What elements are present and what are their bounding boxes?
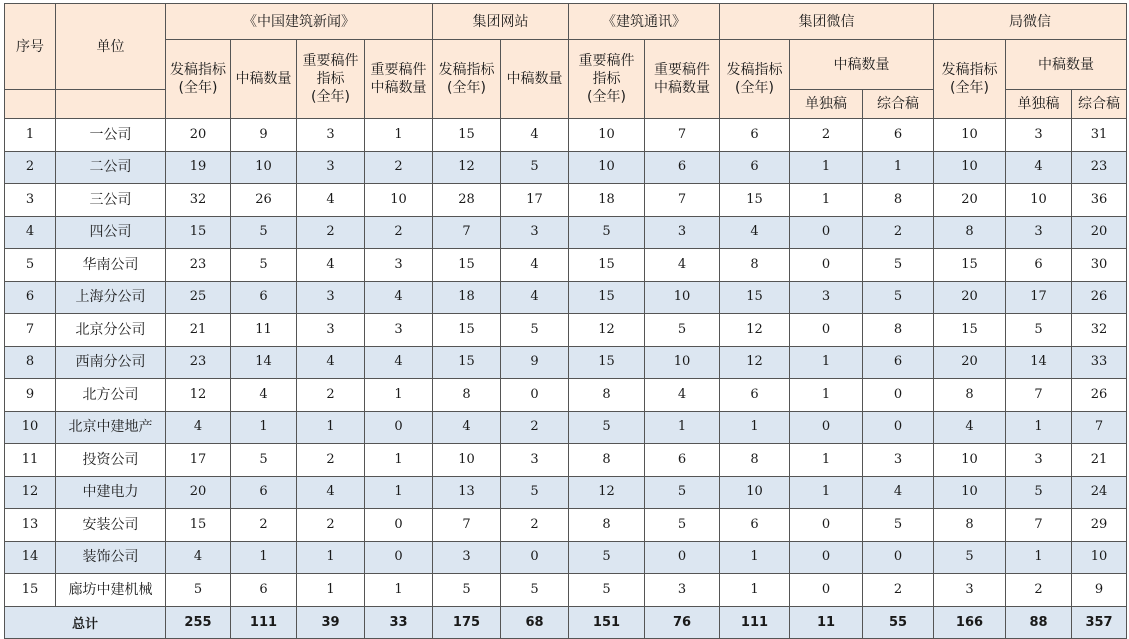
table-row bbox=[5, 509, 1127, 542]
row-cell: 3 bbox=[1006, 444, 1072, 477]
row-cell: 1 bbox=[231, 411, 297, 444]
row-cell: 3 bbox=[1006, 119, 1072, 152]
row-cell: 1 bbox=[365, 119, 433, 152]
row-cell: 0 bbox=[790, 509, 863, 542]
row-cell: 4 bbox=[934, 411, 1006, 444]
row-cell: 10 bbox=[1006, 184, 1072, 217]
total-label: 总计 bbox=[5, 606, 166, 638]
header-jwx-single: 单独稿 bbox=[1006, 90, 1072, 119]
row-cell: 5 bbox=[569, 574, 645, 607]
row-cell: 15 bbox=[569, 346, 645, 379]
header-seq-blank bbox=[5, 90, 56, 119]
row-unit: 装饰公司 bbox=[56, 541, 166, 574]
row-cell: 5 bbox=[231, 216, 297, 249]
row-cell: 3 bbox=[501, 444, 569, 477]
row-unit: 中建电力 bbox=[56, 476, 166, 509]
row-cell: 21 bbox=[166, 314, 231, 347]
row-cell: 18 bbox=[569, 184, 645, 217]
row-cell: 7 bbox=[1006, 379, 1072, 412]
header-jwx-combined: 综合稿 bbox=[1072, 90, 1127, 119]
row-cell: 2 bbox=[501, 411, 569, 444]
row-seq: 15 bbox=[5, 574, 56, 607]
total-row bbox=[5, 606, 1127, 638]
row-cell: 8 bbox=[569, 379, 645, 412]
row-unit: 一公司 bbox=[56, 119, 166, 152]
row-cell: 8 bbox=[863, 314, 934, 347]
row-cell: 15 bbox=[433, 314, 501, 347]
row-cell: 5 bbox=[569, 411, 645, 444]
row-cell: 9 bbox=[1072, 574, 1127, 607]
table-row bbox=[5, 216, 1127, 249]
row-seq: 12 bbox=[5, 476, 56, 509]
row-seq: 1 bbox=[5, 119, 56, 152]
row-cell: 10 bbox=[645, 346, 720, 379]
row-cell: 3 bbox=[297, 281, 365, 314]
row-cell: 2 bbox=[501, 509, 569, 542]
row-cell: 5 bbox=[433, 574, 501, 607]
row-cell: 0 bbox=[790, 574, 863, 607]
total-cell: 111 bbox=[720, 606, 790, 638]
row-cell: 0 bbox=[645, 541, 720, 574]
row-cell: 10 bbox=[720, 476, 790, 509]
total-cell: 111 bbox=[231, 606, 297, 638]
row-cell: 1 bbox=[790, 346, 863, 379]
row-cell: 4 bbox=[166, 541, 231, 574]
row-cell: 6 bbox=[720, 119, 790, 152]
row-cell: 10 bbox=[934, 119, 1006, 152]
row-cell: 20 bbox=[166, 119, 231, 152]
row-cell: 2 bbox=[365, 151, 433, 184]
row-cell: 17 bbox=[166, 444, 231, 477]
row-seq: 9 bbox=[5, 379, 56, 412]
row-cell: 5 bbox=[501, 476, 569, 509]
header-unit: 单位 bbox=[56, 4, 166, 90]
row-cell: 1 bbox=[365, 574, 433, 607]
row-cell: 10 bbox=[365, 184, 433, 217]
row-cell: 1 bbox=[720, 411, 790, 444]
row-cell: 1 bbox=[365, 444, 433, 477]
row-cell: 15 bbox=[569, 281, 645, 314]
total-cell: 39 bbox=[297, 606, 365, 638]
row-unit: 二公司 bbox=[56, 151, 166, 184]
row-cell: 5 bbox=[863, 281, 934, 314]
row-cell: 15 bbox=[166, 216, 231, 249]
row-cell: 3 bbox=[297, 119, 365, 152]
row-cell: 4 bbox=[1006, 151, 1072, 184]
row-seq: 2 bbox=[5, 151, 56, 184]
row-cell: 4 bbox=[231, 379, 297, 412]
header-jztx-key-accepted: 重要稿件 中稿数量 bbox=[645, 40, 720, 119]
row-cell: 26 bbox=[1072, 379, 1127, 412]
row-cell: 3 bbox=[1006, 216, 1072, 249]
row-cell: 1 bbox=[790, 444, 863, 477]
row-cell: 4 bbox=[501, 119, 569, 152]
row-cell: 6 bbox=[1006, 249, 1072, 282]
row-cell: 4 bbox=[365, 281, 433, 314]
row-cell: 15 bbox=[934, 314, 1006, 347]
row-cell: 18 bbox=[433, 281, 501, 314]
row-cell: 4 bbox=[433, 411, 501, 444]
header-jtwz-target: 发稿指标 (全年) bbox=[433, 40, 501, 119]
row-cell: 3 bbox=[365, 249, 433, 282]
row-cell: 23 bbox=[166, 346, 231, 379]
row-unit: 安装公司 bbox=[56, 509, 166, 542]
header-group-jtwz: 集团网站 bbox=[433, 4, 569, 40]
row-cell: 1 bbox=[645, 411, 720, 444]
row-cell: 2 bbox=[231, 509, 297, 542]
row-cell: 5 bbox=[645, 509, 720, 542]
row-cell: 6 bbox=[720, 509, 790, 542]
row-cell: 15 bbox=[569, 249, 645, 282]
row-cell: 5 bbox=[501, 314, 569, 347]
row-cell: 10 bbox=[433, 444, 501, 477]
row-unit: 西南分公司 bbox=[56, 346, 166, 379]
table-row bbox=[5, 444, 1127, 477]
row-cell: 7 bbox=[645, 119, 720, 152]
row-cell: 6 bbox=[645, 444, 720, 477]
row-cell: 1 bbox=[720, 574, 790, 607]
row-cell: 4 bbox=[645, 379, 720, 412]
row-cell: 3 bbox=[934, 574, 1006, 607]
total-cell: 33 bbox=[365, 606, 433, 638]
row-cell: 32 bbox=[166, 184, 231, 217]
row-cell: 10 bbox=[569, 119, 645, 152]
row-unit: 三公司 bbox=[56, 184, 166, 217]
row-cell: 8 bbox=[433, 379, 501, 412]
row-cell: 26 bbox=[231, 184, 297, 217]
row-cell: 0 bbox=[790, 216, 863, 249]
row-cell: 14 bbox=[1006, 346, 1072, 379]
row-cell: 1 bbox=[297, 411, 365, 444]
row-cell: 4 bbox=[501, 249, 569, 282]
total-cell: 76 bbox=[645, 606, 720, 638]
row-cell: 15 bbox=[934, 249, 1006, 282]
row-cell: 9 bbox=[501, 346, 569, 379]
row-cell: 1 bbox=[863, 151, 934, 184]
row-cell: 5 bbox=[863, 509, 934, 542]
total-cell: 151 bbox=[569, 606, 645, 638]
stats-table bbox=[4, 3, 1127, 639]
row-seq: 5 bbox=[5, 249, 56, 282]
header-jtwz-accepted: 中稿数量 bbox=[501, 40, 569, 119]
row-cell: 1 bbox=[790, 184, 863, 217]
row-unit: 华南公司 bbox=[56, 249, 166, 282]
row-cell: 15 bbox=[720, 184, 790, 217]
row-cell: 1 bbox=[297, 574, 365, 607]
row-cell: 7 bbox=[433, 216, 501, 249]
row-cell: 10 bbox=[569, 151, 645, 184]
total-cell: 11 bbox=[790, 606, 863, 638]
row-cell: 21 bbox=[1072, 444, 1127, 477]
row-cell: 5 bbox=[569, 216, 645, 249]
row-cell: 8 bbox=[934, 379, 1006, 412]
row-cell: 12 bbox=[569, 476, 645, 509]
row-cell: 15 bbox=[720, 281, 790, 314]
table-row bbox=[5, 119, 1127, 152]
row-cell: 3 bbox=[645, 574, 720, 607]
row-cell: 0 bbox=[365, 509, 433, 542]
header-zgjzxw-target: 发稿指标 (全年) bbox=[166, 40, 231, 119]
row-cell: 25 bbox=[166, 281, 231, 314]
row-cell: 12 bbox=[166, 379, 231, 412]
table-row bbox=[5, 379, 1127, 412]
table-row bbox=[5, 541, 1127, 574]
header-seq: 序号 bbox=[5, 4, 56, 90]
row-cell: 20 bbox=[934, 184, 1006, 217]
row-cell: 17 bbox=[501, 184, 569, 217]
total-cell: 357 bbox=[1072, 606, 1127, 638]
row-cell: 4 bbox=[501, 281, 569, 314]
row-cell: 0 bbox=[863, 541, 934, 574]
row-cell: 0 bbox=[365, 411, 433, 444]
header-group-zgjzxw: 《中国建筑新闻》 bbox=[166, 4, 433, 40]
header-group-jtwx: 集团微信 bbox=[720, 4, 934, 40]
row-unit: 四公司 bbox=[56, 216, 166, 249]
header-zgjzxw-key-target: 重要稿件 指标 (全年) bbox=[297, 40, 365, 119]
row-cell: 8 bbox=[720, 444, 790, 477]
header-group-jwx: 局微信 bbox=[934, 4, 1127, 40]
row-cell: 6 bbox=[231, 476, 297, 509]
table-row bbox=[5, 151, 1127, 184]
row-cell: 7 bbox=[1072, 411, 1127, 444]
row-cell: 12 bbox=[720, 346, 790, 379]
row-cell: 8 bbox=[569, 509, 645, 542]
row-cell: 5 bbox=[501, 151, 569, 184]
row-cell: 3 bbox=[297, 151, 365, 184]
row-cell: 29 bbox=[1072, 509, 1127, 542]
row-cell: 1 bbox=[790, 476, 863, 509]
row-cell: 19 bbox=[166, 151, 231, 184]
table-row bbox=[5, 314, 1127, 347]
row-cell: 20 bbox=[1072, 216, 1127, 249]
header-jwx-accepted: 中稿数量 bbox=[1006, 40, 1127, 90]
table-row bbox=[5, 346, 1127, 379]
row-cell: 0 bbox=[501, 379, 569, 412]
row-cell: 10 bbox=[231, 151, 297, 184]
row-cell: 10 bbox=[645, 281, 720, 314]
total-cell: 55 bbox=[863, 606, 934, 638]
row-cell: 1 bbox=[1006, 541, 1072, 574]
row-unit: 北京中建地产 bbox=[56, 411, 166, 444]
row-cell: 15 bbox=[433, 119, 501, 152]
row-cell: 3 bbox=[365, 314, 433, 347]
row-cell: 36 bbox=[1072, 184, 1127, 217]
row-cell: 8 bbox=[863, 184, 934, 217]
row-seq: 3 bbox=[5, 184, 56, 217]
row-cell: 4 bbox=[645, 249, 720, 282]
row-cell: 3 bbox=[863, 444, 934, 477]
row-cell: 8 bbox=[934, 509, 1006, 542]
row-cell: 2 bbox=[863, 216, 934, 249]
header-zgjzxw-accepted: 中稿数量 bbox=[231, 40, 297, 119]
row-cell: 12 bbox=[433, 151, 501, 184]
row-cell: 6 bbox=[720, 151, 790, 184]
row-cell: 28 bbox=[433, 184, 501, 217]
row-cell: 7 bbox=[433, 509, 501, 542]
row-cell: 5 bbox=[645, 314, 720, 347]
row-cell: 20 bbox=[934, 346, 1006, 379]
row-seq: 13 bbox=[5, 509, 56, 542]
row-cell: 7 bbox=[645, 184, 720, 217]
row-cell: 2 bbox=[297, 216, 365, 249]
row-cell: 10 bbox=[934, 476, 1006, 509]
row-cell: 1 bbox=[231, 541, 297, 574]
row-cell: 6 bbox=[231, 281, 297, 314]
row-unit: 北方公司 bbox=[56, 379, 166, 412]
row-cell: 5 bbox=[1006, 476, 1072, 509]
table-row bbox=[5, 411, 1127, 444]
row-cell: 9 bbox=[231, 119, 297, 152]
total-cell: 175 bbox=[433, 606, 501, 638]
row-cell: 17 bbox=[1006, 281, 1072, 314]
header-jtwx-target: 发稿指标 (全年) bbox=[720, 40, 790, 119]
row-cell: 10 bbox=[934, 444, 1006, 477]
row-cell: 7 bbox=[1006, 509, 1072, 542]
row-cell: 15 bbox=[166, 509, 231, 542]
row-cell: 26 bbox=[1072, 281, 1127, 314]
row-cell: 6 bbox=[720, 379, 790, 412]
row-cell: 33 bbox=[1072, 346, 1127, 379]
row-seq: 8 bbox=[5, 346, 56, 379]
row-cell: 1 bbox=[1006, 411, 1072, 444]
header-jtwx-accepted: 中稿数量 bbox=[790, 40, 934, 90]
row-cell: 12 bbox=[720, 314, 790, 347]
row-unit: 投资公司 bbox=[56, 444, 166, 477]
row-cell: 0 bbox=[790, 314, 863, 347]
row-cell: 6 bbox=[645, 151, 720, 184]
row-cell: 31 bbox=[1072, 119, 1127, 152]
row-cell: 1 bbox=[790, 151, 863, 184]
row-cell: 23 bbox=[1072, 151, 1127, 184]
row-cell: 5 bbox=[231, 444, 297, 477]
row-cell: 5 bbox=[1006, 314, 1072, 347]
row-cell: 13 bbox=[433, 476, 501, 509]
row-cell: 5 bbox=[863, 249, 934, 282]
total-cell: 88 bbox=[1006, 606, 1072, 638]
header-jztx-key-target: 重要稿件 指标 (全年) bbox=[569, 40, 645, 119]
row-cell: 3 bbox=[645, 216, 720, 249]
row-seq: 11 bbox=[5, 444, 56, 477]
row-cell: 0 bbox=[863, 411, 934, 444]
row-cell: 5 bbox=[934, 541, 1006, 574]
header-jwx-target: 发稿指标 (全年) bbox=[934, 40, 1006, 119]
row-cell: 23 bbox=[166, 249, 231, 282]
row-cell: 10 bbox=[1072, 541, 1127, 574]
row-cell: 2 bbox=[297, 379, 365, 412]
header-jtwx-combined: 综合稿 bbox=[863, 90, 934, 119]
row-cell: 4 bbox=[297, 346, 365, 379]
table-row bbox=[5, 184, 1127, 217]
row-cell: 30 bbox=[1072, 249, 1127, 282]
row-seq: 10 bbox=[5, 411, 56, 444]
row-cell: 2 bbox=[1006, 574, 1072, 607]
row-cell: 0 bbox=[365, 541, 433, 574]
row-unit: 上海分公司 bbox=[56, 281, 166, 314]
row-cell: 4 bbox=[297, 476, 365, 509]
row-cell: 0 bbox=[790, 411, 863, 444]
row-cell: 1 bbox=[790, 379, 863, 412]
row-seq: 6 bbox=[5, 281, 56, 314]
row-cell: 2 bbox=[297, 509, 365, 542]
row-cell: 2 bbox=[790, 119, 863, 152]
row-cell: 5 bbox=[166, 574, 231, 607]
row-cell: 32 bbox=[1072, 314, 1127, 347]
row-cell: 4 bbox=[365, 346, 433, 379]
row-cell: 5 bbox=[231, 249, 297, 282]
row-cell: 4 bbox=[297, 249, 365, 282]
row-cell: 1 bbox=[720, 541, 790, 574]
header-unit-blank bbox=[56, 90, 166, 119]
row-cell: 4 bbox=[720, 216, 790, 249]
row-cell: 8 bbox=[720, 249, 790, 282]
row-cell: 14 bbox=[231, 346, 297, 379]
total-cell: 255 bbox=[166, 606, 231, 638]
row-cell: 0 bbox=[790, 541, 863, 574]
row-cell: 4 bbox=[863, 476, 934, 509]
table-row bbox=[5, 574, 1127, 607]
table-row bbox=[5, 476, 1127, 509]
table-row bbox=[5, 281, 1127, 314]
row-cell: 24 bbox=[1072, 476, 1127, 509]
row-cell: 2 bbox=[863, 574, 934, 607]
row-unit: 廊坊中建机械 bbox=[56, 574, 166, 607]
header-group-jztx: 《建筑通讯》 bbox=[569, 4, 720, 40]
row-cell: 4 bbox=[166, 411, 231, 444]
row-cell: 1 bbox=[365, 476, 433, 509]
total-cell: 166 bbox=[934, 606, 1006, 638]
row-cell: 11 bbox=[231, 314, 297, 347]
row-cell: 5 bbox=[501, 574, 569, 607]
row-cell: 2 bbox=[365, 216, 433, 249]
row-cell: 3 bbox=[790, 281, 863, 314]
row-seq: 4 bbox=[5, 216, 56, 249]
row-cell: 10 bbox=[934, 151, 1006, 184]
row-unit: 北京分公司 bbox=[56, 314, 166, 347]
row-cell: 0 bbox=[790, 249, 863, 282]
table-body bbox=[5, 119, 1127, 607]
row-cell: 6 bbox=[231, 574, 297, 607]
row-cell: 1 bbox=[297, 541, 365, 574]
row-cell: 0 bbox=[863, 379, 934, 412]
row-cell: 3 bbox=[501, 216, 569, 249]
row-cell: 1 bbox=[365, 379, 433, 412]
row-seq: 7 bbox=[5, 314, 56, 347]
row-cell: 20 bbox=[166, 476, 231, 509]
row-cell: 20 bbox=[934, 281, 1006, 314]
row-cell: 2 bbox=[297, 444, 365, 477]
row-cell: 8 bbox=[934, 216, 1006, 249]
row-cell: 12 bbox=[569, 314, 645, 347]
row-cell: 3 bbox=[297, 314, 365, 347]
header-jtwx-single: 单独稿 bbox=[790, 90, 863, 119]
row-cell: 3 bbox=[433, 541, 501, 574]
header-zgjzxw-key-accepted: 重要稿件 中稿数量 bbox=[365, 40, 433, 119]
table-row bbox=[5, 249, 1127, 282]
row-cell: 8 bbox=[569, 444, 645, 477]
row-cell: 6 bbox=[863, 346, 934, 379]
total-cell: 68 bbox=[501, 606, 569, 638]
row-cell: 5 bbox=[569, 541, 645, 574]
row-cell: 6 bbox=[863, 119, 934, 152]
row-cell: 15 bbox=[433, 249, 501, 282]
row-cell: 5 bbox=[645, 476, 720, 509]
row-cell: 15 bbox=[433, 346, 501, 379]
row-cell: 0 bbox=[501, 541, 569, 574]
row-cell: 4 bbox=[297, 184, 365, 217]
row-seq: 14 bbox=[5, 541, 56, 574]
